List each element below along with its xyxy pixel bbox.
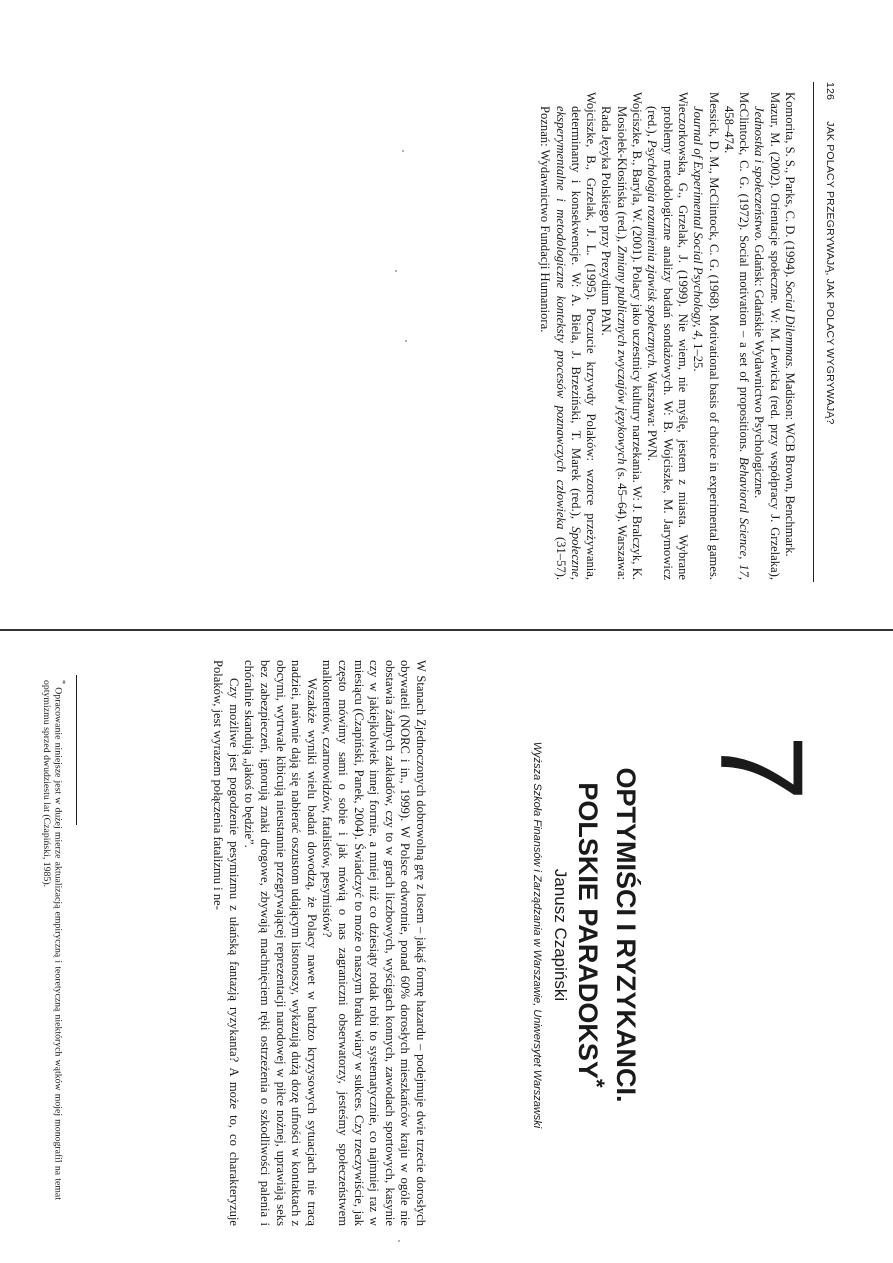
footnote-mark: * — [58, 680, 67, 685]
reference-entry: Wojciszke, B., Baryla, W. (2001). Polacy jako uczestnicy kultury narzekania. W: J. Bralczyk, K. Mosiołek-Kłosińska (red.), Zmiany publicznych zwyczajów językowych (s. 45–64). Warszawa: Rada Języka Polskiego przy Prezydium PAN. — [599, 92, 645, 580]
chapter-number: 7 — [695, 735, 827, 801]
references-list — [537, 92, 797, 580]
reference-entry: Messick, D. M., McClintock, C. G. (1968). Motivational basis of choice in experimental games. Journal of Experimental Social Psychology, 4, 1–25. — [691, 92, 721, 580]
scan-speck — [405, 340, 407, 342]
footnote-text: Opracowanie niniejsze jest w dużej mierze aktualizacją empiryczną i teoretyczną niektórych wątków mojej monografii na temat optymizmu sprzed dwudziestu lat (Czapiński, 1985). — [40, 680, 64, 1200]
running-title: JAK POLACY PRZEGRYWAJĄ, JAK POLACY WYGRYWAJĄ? — [824, 121, 836, 425]
author-name: Janusz Czapiński — [551, 868, 570, 1002]
scan-speck — [395, 270, 397, 272]
body-paragraph: W Stanach Zjednoczonych dobrowolną grę z losem – jakąś formę hazardu – podejmuje dwie trzecie dorosłych obywateli (NORC i in., 1999). W Polsce odwrotnie, ponad 60% dorosłych mieszkańców kraju w ogóle nie obstawia żadnych zakładów, czy to w grach liczbowych, wyścigach konnych, zawodach sportowych, kasynie czy w jakiejkolwiek innej formie, a mniej niż co dziesiąty rodak robi to systematycznie, co najmniej raz w miesiącu (Czapiński, Panek, 2004). Świadczyć to może o naszym braku wiary w sukces. Czy rzeczywiście, jak często mówimy sami o sobie i jak mówią o nas zagraniczni obserwatorzy, jesteśmy społeczeństwem malkontentów, czarnowidzów, fatalistów, pesymistów? — [320, 660, 428, 1226]
title-footnote-mark: * — [584, 1078, 609, 1088]
chapter-body — [210, 660, 428, 1226]
reference-entry: Mazur, M. (2002). Orientacje społeczne. W: M. Lewicka (red. przy współpracy J. Grzelaka), Jednostka i społeczeństwo. Gdańsk: Gdańskie Wydawnictwo Psychologiczne. — [752, 92, 782, 580]
scan-speck — [398, 1240, 400, 1242]
footnote — [40, 680, 68, 1200]
page-divider — [0, 629, 893, 631]
scan-speck — [402, 150, 404, 152]
reference-entry: Komorita, S. S., Parks, C. D. (1994). Social Dilemmas. Madison: WCB Brown, Benchmark. — [783, 92, 797, 557]
author-affiliation: Wyższa Szkoła Finansów i Zarządzania w Warszawie, Uniwersytet Warszawski — [531, 741, 543, 1129]
body-paragraph: Czy możliwe jest pogodzenie pesymizmu z ułańską fantazją ryzykanta? A może to, co charakteryzuje Polaków, jest wyrazem połączenia fatalizmu i ne- — [211, 660, 241, 1226]
chapter-title-line2: POLSKIE PARADOKSY* — [573, 782, 609, 1088]
page-number: 126 — [824, 82, 836, 101]
reference-entry: Wieczorkowska, G., Grzelak, J. (1999). Nie wiem, nie myślę, jestem z miasta. Wybrane problemy metodologiczne analizy badań sondażowych. W: B. Wojciszke, M. Jarymowicz (red.), Psychologia rozumienia zjawisk społecznych. Warszawa: PWN. — [645, 92, 690, 580]
reference-entry: McClintock, C. G. (1972). Social motivation – a set of propositions. Behavioral Science, 17, 458–474. — [721, 92, 752, 580]
chapter-title — [573, 655, 641, 1215]
header-rule — [813, 82, 814, 582]
footnote-rule — [76, 675, 77, 825]
body-paragraph: Wszakże wyniki wielu badań dowodzą, że Polacy nawet w bardzo kryzysowych sytuacjach nie tracą nadziei, naiwnie dają się nabierać oszustom udającym listonoszy, wykazują dużą dozę ufności w kontaktach z obcymi, wytrwale kibicują nieustannie przegrywającej reprezentacji narodowej w piłce nożnej, uprawiają seks bez zabezpieczeń, ignorują znaki drogowe, zbywają machnięciem ręki ostrzeżenia o szkodliwości palenia i chóralnie skandują „jakoś to będzie”. — [242, 660, 319, 1226]
reference-entry: Wojciszke, B., Grzelak, J. L. (1995). Poczucie krzywdy Polaków: wzorce przeżywania, determinanty i konsekwencje. W: A. Biela, J. Brzeziński, T. Marek (red.), Społeczne, eksperymentalne i metodologiczne konteksty procesów poznawczych człowieka (31–57). Poznań: Wydawnictwo Fundacji Humaniora. — [538, 92, 599, 581]
previous-page-header — [824, 82, 836, 1232]
chapter-title-line1: OPTYMIŚCI I RYZYKANCI. — [611, 767, 641, 1103]
